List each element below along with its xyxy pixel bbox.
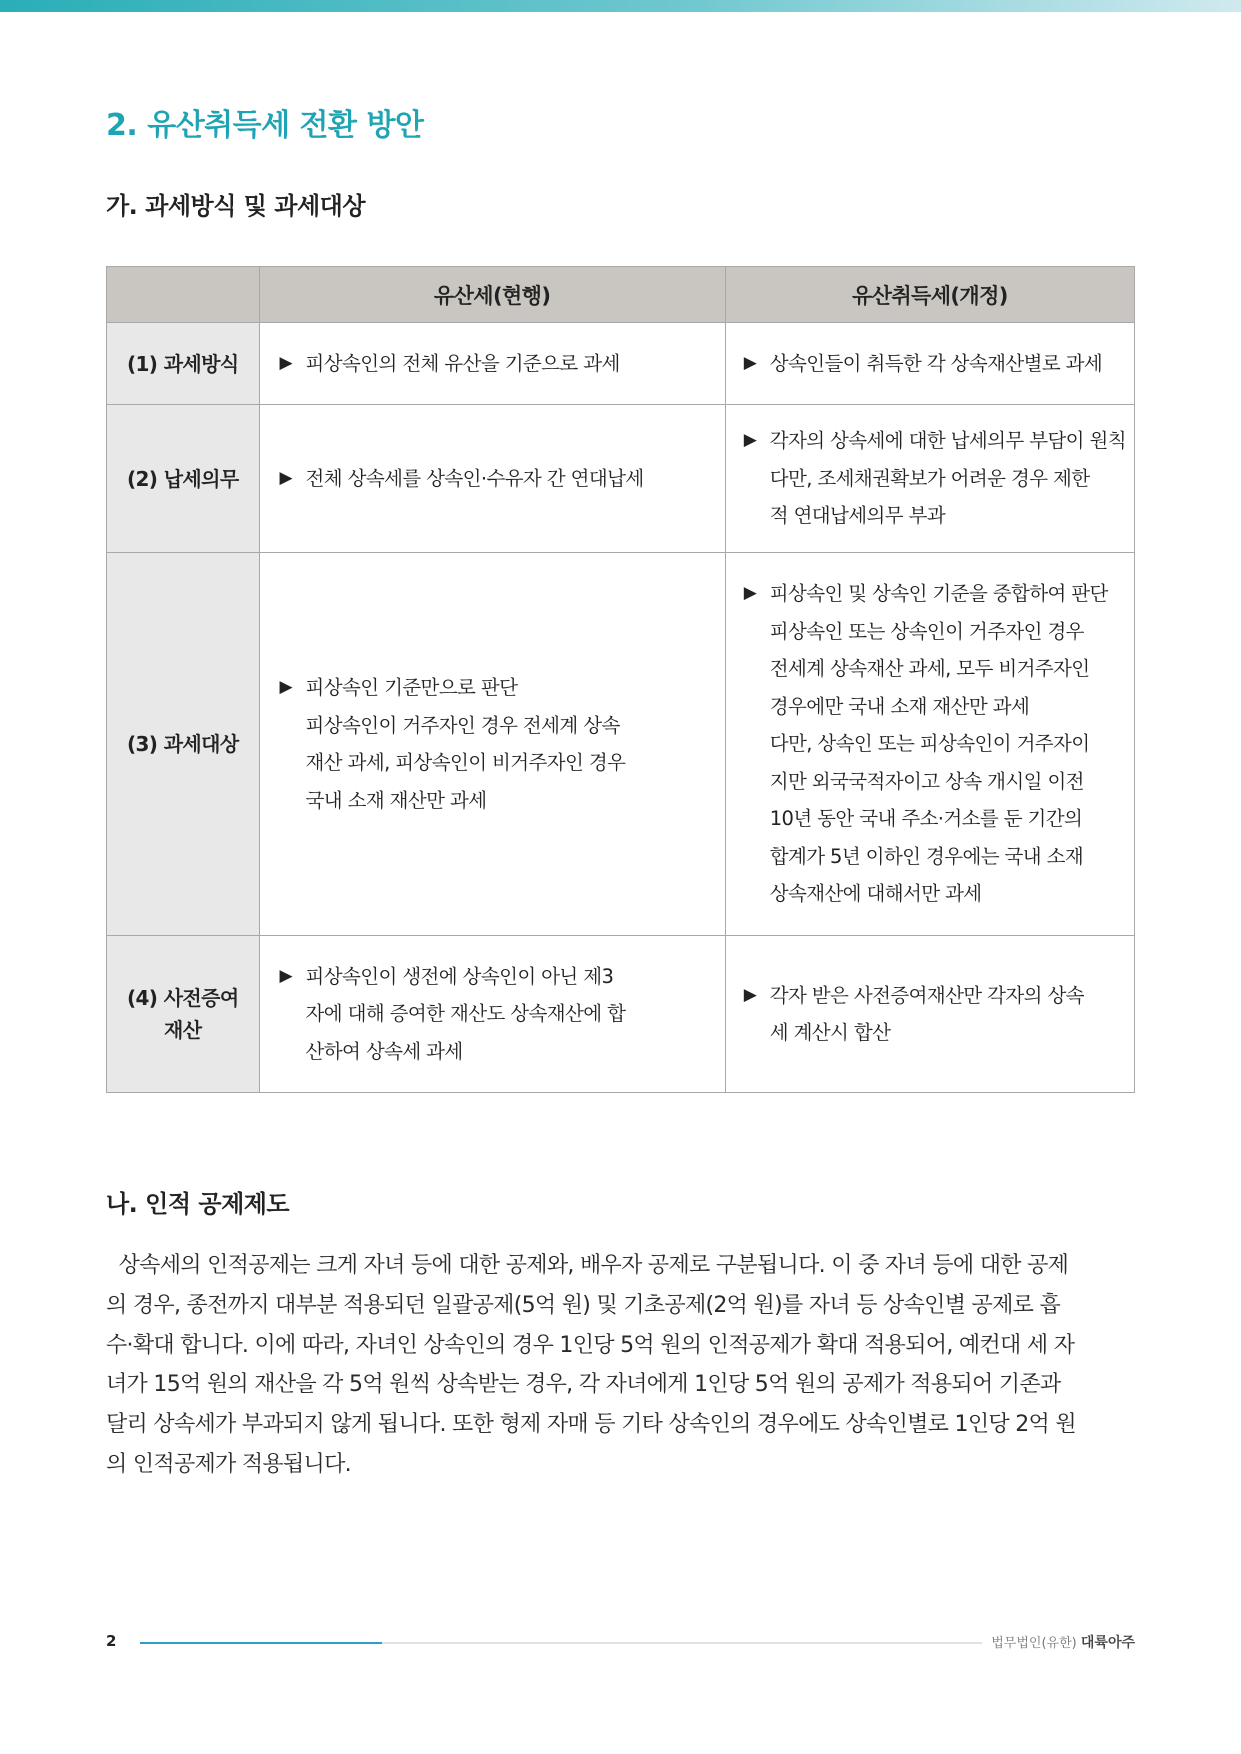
table-row	[107, 553, 1135, 936]
row-label: (1) 과세방식	[107, 323, 260, 405]
cell-revised: ▶ 피상속인 및 상속인 기준을 중합하여 판단 피상속인 또는 상속인이 거주자인 경우 전세계 상속재산 과세, 모두 비거주자인 경우에만 국내 소재 재산만 과세 다만, 상속인 또는 피상속인이 거주자이 지만 외국국적자이고 상속 개시일 이전 10년 동안 국내 주소·거소를 둔 기간의 합계가 5년 이하인 경우에는 국내 소재 상속재산에 대해서만 과세	[725, 553, 1134, 936]
bullet-triangle-icon: ▶	[743, 984, 757, 1005]
cell-revised: ▶ 각자의 상속세에 대한 납세의무 부담이 원칙 다만, 조세채권확보가 어려운 경우 제한 적 연대납세의무 부과	[725, 405, 1134, 553]
subsection-title-a: 가. 과세방식 및 과세대상	[106, 192, 366, 220]
row-label: (4) 사전증여 재산	[107, 936, 260, 1093]
subsection-title-b: 나. 인적 공제제도	[106, 1190, 290, 1218]
footer-firm-name	[991, 1632, 1135, 1652]
header-current: 유산세(현행)	[259, 267, 725, 323]
bullet-triangle-icon: ▶	[279, 965, 293, 986]
footer-divider	[140, 1642, 982, 1644]
cell-current: ▶ 전체 상속세를 상속인·수유자 간 연대납세	[259, 405, 725, 553]
body-paragraph: 상속세의 인적공제는 크게 자녀 등에 대한 공제와, 배우자 공제로 구분됩니다. 이 중 자녀 등에 대한 공제 의 경우, 종전까지 대부분 적용되던 일괄공제(5억 원) 및 기초공제(2억 원)를 자녀 등 상속인별 공제로 흡 수·확대 합니다. 이에 따라, 자녀인 상속인의 경우 1인당 5억 원의 인적공제가 확대 적용되어, 예컨대 세 자 녀가 15억 원의 재산을 각 5억 원씩 상속받는 경우, 각 자녀에게 1인당 5억 원의 공제가 적용되어 기존과 달리 상속세가 부과되지 않게 됩니다. 또한 형제 자매 등 기타 상속인의 경우에도 상속인별로 1인당 2억 원 의 인적공제가 적용됩니다.	[106, 1253, 1076, 1477]
table-row	[107, 405, 1135, 553]
page-number: 2	[106, 1632, 117, 1650]
cell-revised: ▶ 각자 받은 사전증여재산만 각자의 상속 세 계산시 합산	[725, 936, 1134, 1093]
row-label: (2) 납세의무	[107, 405, 260, 553]
footer-divider-accent	[140, 1642, 382, 1644]
table-header-row	[107, 267, 1135, 323]
section-title: 2. 유산취득세 전환 방안	[106, 108, 424, 143]
row-label: (3) 과세대상	[107, 553, 260, 936]
header-revised: 유산취득세(개정)	[725, 267, 1134, 323]
cell-revised: ▶ 상속인들이 취득한 각 상속재산별로 과세	[725, 323, 1134, 405]
header-empty	[107, 267, 260, 323]
top-accent-bar	[0, 0, 1241, 12]
bullet-triangle-icon: ▶	[743, 430, 757, 451]
firm-name: 대륙아주	[1080, 1635, 1135, 1651]
bullet-triangle-icon: ▶	[743, 352, 757, 373]
firm-prefix: 법무법인(유한)	[991, 1636, 1077, 1651]
table-row	[107, 936, 1135, 1093]
comparison-table	[106, 266, 1135, 1093]
bullet-triangle-icon: ▶	[279, 467, 293, 488]
cell-current: ▶ 피상속인 기준만으로 판단 피상속인이 거주자인 경우 전세계 상속 재산 과세, 피상속인이 비거주자인 경우 국내 소재 재산만 과세	[259, 553, 725, 936]
bullet-triangle-icon: ▶	[279, 677, 293, 697]
cell-current: ▶ 피상속인이 생전에 상속인이 아닌 제3 자에 대해 증여한 재산도 상속재산에 합 산하여 상속세 과세	[259, 936, 725, 1093]
bullet-triangle-icon: ▶	[743, 583, 757, 604]
bullet-triangle-icon: ▶	[279, 352, 293, 373]
cell-current: ▶ 피상속인의 전체 유산을 기준으로 과세	[259, 323, 725, 405]
table-row	[107, 323, 1135, 405]
